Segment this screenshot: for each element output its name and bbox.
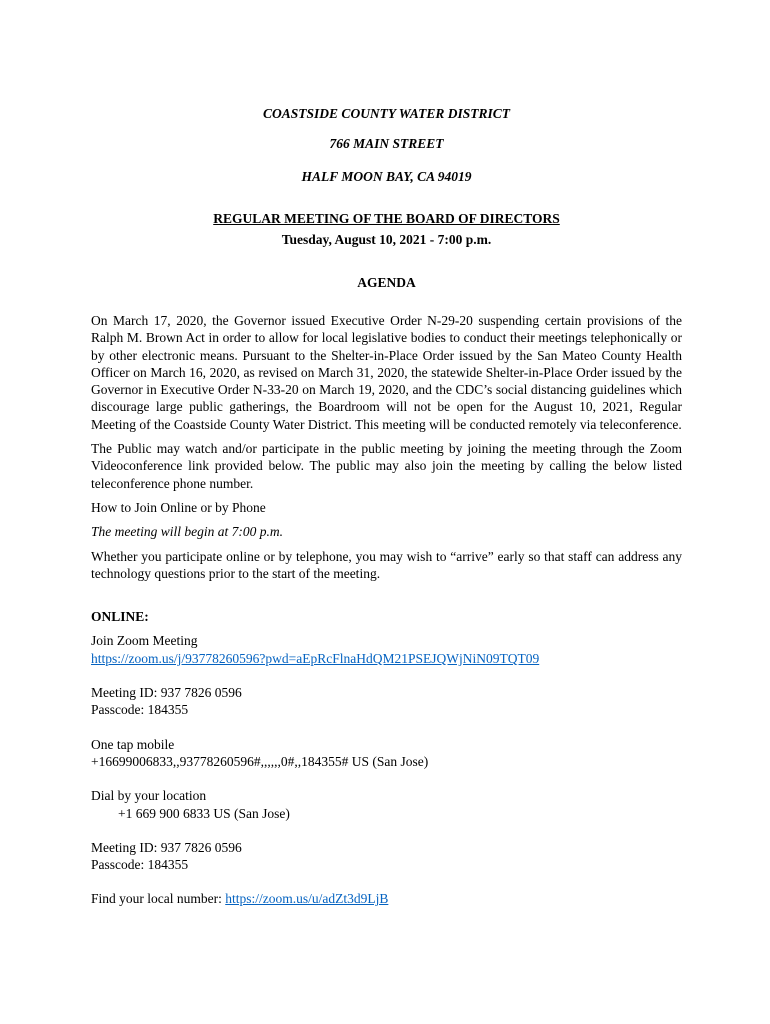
one-tap-number: +16699006833,,93778260596#,,,,,,0#,,184355# US (San Jose) bbox=[91, 753, 429, 769]
passcode: Passcode: 184355 bbox=[91, 702, 189, 718]
local-number-link[interactable]: https://zoom.us/u/adZt3d9LjB bbox=[225, 891, 389, 907]
dial-location-label: Dial by your location bbox=[91, 788, 207, 804]
zoom-meeting-link[interactable]: https://zoom.us/j/93778260596?pwd=aEpRcFlnaHdQM21PSEJQWjNiN09TQT09 bbox=[91, 650, 540, 666]
one-tap-label: One tap mobile bbox=[91, 736, 175, 752]
dial-number: +1 669 900 6833 US (San Jose) bbox=[118, 805, 290, 821]
find-local-label: Find your local number: bbox=[91, 891, 226, 907]
paragraph-public-participation: The Public may watch and/or participate in the public meeting by joining the meeting through the Zoom Videoconference link provided below. The public may also join the meeting by calling the below listed teleconference phone number. bbox=[91, 441, 682, 491]
org-name: COASTSIDE COUNTY WATER DISTRICT bbox=[263, 106, 510, 121]
paragraph-arrive-early: Whether you participate online or by telephone, you may wish to “arrive” early so that staff can address any technology questions prior to the start of the meeting. bbox=[91, 548, 682, 581]
passcode: Passcode: 184355 bbox=[91, 857, 189, 873]
city-address: HALF MOON BAY, CA 94019 bbox=[301, 169, 472, 184]
paragraph-executive-order: On March 17, 2020, the Governor issued Executive Order N-29-20 suspending certain provisions of the Ralph M. Brown Act in order to allow for local legislative bodies to conduct their meetings telephonically or by other electronic means. Pursuant to the Shelter-in-Place Order issued by the San Mateo County Health Officer on March 16, 2020, as revised on March 31, 2020, the statewide Shelter-in-Place Order issued by the Governor in Executive Order N-33-20 on March 19, 2020, and the CDC’s social distancing guidelines which discourage large public gatherings, the Boardroom will not be open for the August 10, 2021, Regular Meeting of the Coastside County Water District. This meeting will be conducted remotely via teleconference. bbox=[91, 313, 682, 432]
agenda-heading: AGENDA bbox=[357, 275, 416, 290]
street-address: 766 MAIN STREET bbox=[329, 136, 444, 151]
join-zoom-label: Join Zoom Meeting bbox=[91, 633, 198, 649]
document-page bbox=[91, 105, 682, 908]
find-local-number bbox=[91, 890, 682, 907]
meeting-title: REGULAR MEETING OF THE BOARD OF DIRECTORS bbox=[213, 211, 560, 226]
meeting-id: Meeting ID: 937 7826 0596 bbox=[91, 685, 242, 701]
begin-time-note: The meeting will begin at 7:00 p.m. bbox=[91, 524, 283, 540]
online-heading: ONLINE: bbox=[91, 609, 149, 625]
meeting-id: Meeting ID: 937 7826 0596 bbox=[91, 839, 242, 855]
how-to-join-heading: How to Join Online or by Phone bbox=[91, 499, 266, 515]
meeting-date: Tuesday, August 10, 2021 - 7:00 p.m. bbox=[281, 232, 492, 247]
